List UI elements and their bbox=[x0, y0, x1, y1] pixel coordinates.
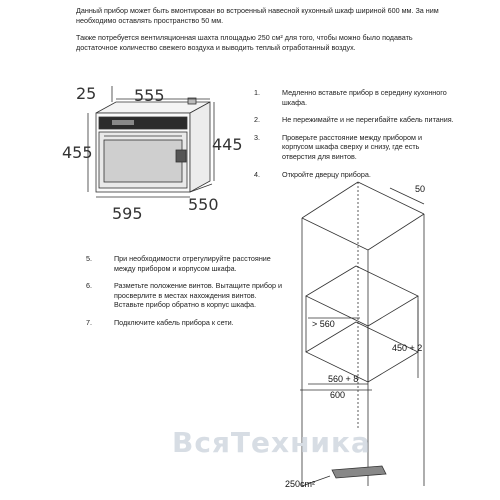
dim-label-250cm2: 250cm² bbox=[285, 479, 316, 489]
dim-label-595: 595 bbox=[112, 204, 143, 223]
step-number: 3. bbox=[254, 132, 260, 142]
dim-label-550: 550 bbox=[188, 195, 219, 214]
dim-label-555: 555 bbox=[134, 86, 165, 105]
watermark: ВсяТехника bbox=[172, 426, 371, 459]
dim-label-560-plus-8: 560 + 8 bbox=[328, 374, 359, 384]
ventilation-opening bbox=[332, 466, 386, 478]
dim-label-450-plus-2: 450 + 2 bbox=[392, 343, 423, 353]
cabinet-top-right-edge bbox=[368, 214, 424, 250]
step-text: Проверьте расстояние между прибором и корпусом шкафа сверху и снизу, где есть отверстия для винтов. bbox=[282, 132, 422, 161]
step-number: 6. bbox=[86, 281, 92, 291]
cabinet-top-left-edge bbox=[302, 182, 358, 218]
step-number: 1. bbox=[254, 88, 260, 97]
step-text: Не пережимайте и не перегибайте кабель питания. bbox=[282, 115, 454, 125]
intro-paragraph-1: Данный прибор может быть вмонтирован во встроенный навесной кухонный шкаф шириной 600 мм. За ним необходимо оставлять пространство 50 мм. bbox=[76, 6, 439, 25]
step-text: Откройте дверцу прибора. bbox=[282, 169, 371, 179]
step-text: При необходимости отрегулируйте расстояние между прибором и корпусом шкафа. bbox=[114, 254, 271, 273]
niche-top-shelf bbox=[306, 266, 418, 326]
dim-label-455: 455 bbox=[62, 143, 93, 162]
step-text: Медленно вставьте прибор в середину кухонного шкафа. bbox=[282, 88, 447, 107]
dim-label-min-560: > 560 bbox=[312, 319, 335, 329]
intro-paragraph-2: Также потребуется вентиляционная шахта площадью 250 см² для того, чтобы можно было подавать достаточное количество свежего воздуха и выводить теплый отработанный воздух. bbox=[76, 33, 413, 52]
dim-label-25: 25 bbox=[76, 84, 97, 103]
step-text: Разметьте положение винтов. Вытащите прибор и просверлите в местах нахождения винтов. Вставьте прибор обратно в корпус шкафа. bbox=[114, 281, 283, 310]
step-number: 7. bbox=[86, 317, 92, 327]
dim-label-445: 445 bbox=[212, 135, 243, 154]
step-text: Подключите кабель прибора к сети. bbox=[114, 317, 234, 327]
step-number: 4. bbox=[254, 169, 260, 179]
dim-label-50: 50 bbox=[415, 184, 426, 194]
dim-label-600: 600 bbox=[330, 390, 346, 400]
step-number: 2. bbox=[254, 115, 260, 125]
step-number: 5. bbox=[86, 254, 92, 263]
